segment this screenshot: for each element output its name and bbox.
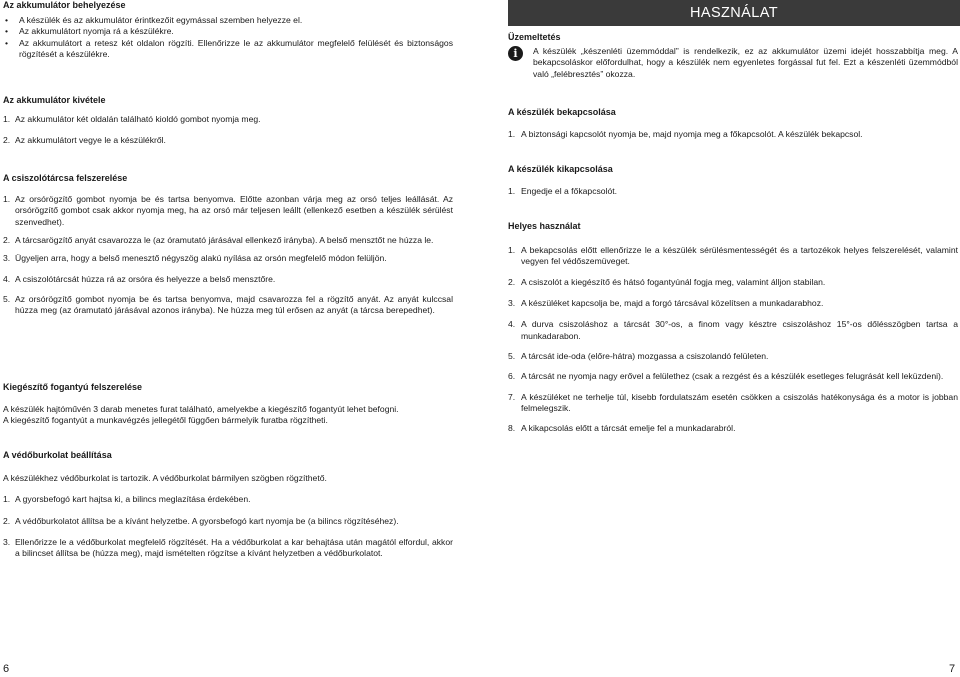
step-text: A bekapcsolás előtt ellenőrizze le a készülék sérülésmentességét és a tartozékok helyes felszerelését, valamint vegyen fel védőszemüveget. xyxy=(521,244,958,267)
info-icon: i xyxy=(508,46,523,61)
step-number: 8. xyxy=(508,423,516,434)
section-heading: A készülék bekapcsolása xyxy=(508,107,616,117)
section-switch-on xyxy=(508,107,958,140)
list-item xyxy=(508,245,958,268)
list-item xyxy=(508,319,958,342)
list-item xyxy=(508,392,958,415)
bullet-list xyxy=(3,15,453,60)
list-item xyxy=(3,114,453,125)
step-number: 2. xyxy=(3,515,11,526)
step-number: 1. xyxy=(3,193,11,204)
info-paragraph: A készülék „készenléti üzemmóddal” is rendelkezik, ez az akkumulátor üzemi idejét hosszabbítja meg. A bekapcsoláskor előfordulhat, hogy a készülék nem egyenletes forgással fut fel. Ezt a készenléti üzemmódból való „felébresztés” okozza. xyxy=(533,46,958,79)
step-text: A csiszolótárcsát húzza rá az orsóra és helyezze a belső mensztőre. xyxy=(15,273,276,284)
section-heading: A készülék kikapcsolása xyxy=(508,164,613,174)
list-item xyxy=(3,135,453,146)
list-item xyxy=(3,516,453,527)
section-battery-insert xyxy=(3,0,453,60)
step-text: A biztonsági kapcsolót nyomja be, majd nyomja meg a főkapcsolót. A készülék bekapcsol. xyxy=(521,128,863,139)
list-item xyxy=(3,253,453,264)
step-text: A kikapcsolás előtt a tárcsát emelje fel a munkadarabról. xyxy=(521,423,736,434)
list-item xyxy=(3,537,453,560)
step-number: 3. xyxy=(508,297,516,308)
step-text: A tárcsát ne nyomja nagy erővel a felülethez (csak a rezgést és a készülék esetleges felugrását kell leküzdeni). xyxy=(521,371,944,382)
step-text: A védőburkolatot állítsa be a kívánt helyzetbe. A gyorsbefogó kart nyomja be (a bilincs rögzítéséhez). xyxy=(15,515,399,526)
step-text: A tárcsarögzítő anyát csavarozza le (az óramutató járásával ellenkező irányba). A belső mensztőt ne húzza le. xyxy=(15,234,434,245)
step-text: A készüléket ne terhelje túl, kisebb fordulatszám esetén csökken a csiszolás hatékonysága és a motor is jobban felmelegszik. xyxy=(521,391,958,413)
step-number: 2. xyxy=(508,276,516,287)
step-text: A csiszolót a kiegészítő és hátsó fogantyúnál fogja meg, valamint álljon stabilan. xyxy=(521,276,826,287)
section-heading: A védőburkolat beállítása xyxy=(3,450,112,460)
step-number: 5. xyxy=(3,293,11,304)
step-number: 1. xyxy=(3,494,11,505)
list-item: • Az akkumulátort a retesz két oldalon rögzíti. Ellenőrizze le az akkumulátor megfelelő felülését és biztonságos rögzítését a készülékre. xyxy=(3,38,453,61)
section-switch-off xyxy=(508,164,958,197)
list-item: • Az akkumulátort nyomja rá a készülékre. xyxy=(3,26,453,37)
section-aux-handle xyxy=(3,382,453,427)
step-number: 2. xyxy=(3,135,11,146)
step-number: 3. xyxy=(3,253,11,264)
section-heading: A csiszolótárcsa felszerelése xyxy=(3,173,128,183)
step-text: Az orsórögzítő gombot nyomja be és tartsa benyomva, majd csavarozza fel a rögzítő anyát. Az anyát kulccsal húzza meg (az óramutató járásával azonos irányba). Ne húzza meg túl erősen az anyát (a tárcsa berepedhet). xyxy=(15,293,453,316)
step-text: A durva csiszoláshoz a tárcsát 30°-os, a finom vagy késztre csiszoláshoz 15°-os dőlésszögben tartsa a munkadarabon. xyxy=(521,319,958,341)
step-number: 4. xyxy=(508,319,516,330)
paragraph: A készülékhez védőburkolat is tartozik. A védőburkolat bármilyen szögben rögzíthető. xyxy=(3,472,327,483)
list-item: • A készülék és az akkumulátor érintkezőit egymással szemben helyezze el. xyxy=(3,15,453,26)
step-text: Engedje el a főkapcsolót. xyxy=(521,185,618,196)
page-number-right: 7 xyxy=(949,663,956,675)
section-battery-remove xyxy=(3,95,453,147)
section-heading: Üzemeltetés xyxy=(508,32,561,42)
step-text: A gyorsbefogó kart hajtsa ki, a bilincs meglazítása érdekében. xyxy=(15,494,251,505)
section-heading: Helyes használat xyxy=(508,221,581,231)
list-item xyxy=(508,186,958,197)
step-number: 6. xyxy=(508,371,516,382)
section-disc-mount xyxy=(3,173,453,317)
step-number: 1. xyxy=(508,185,516,196)
step-text: A készüléket kapcsolja be, majd a forgó tárcsával közelítsen a munkadarabhoz. xyxy=(521,297,824,308)
section-heading: Kiegészítő fogantyú felszerelése xyxy=(3,382,143,392)
step-number: 1. xyxy=(508,244,516,255)
step-number: 2. xyxy=(3,234,11,245)
list-item xyxy=(508,298,958,309)
step-number: 7. xyxy=(508,391,516,402)
list-item xyxy=(3,294,453,317)
step-text: Ügyeljen arra, hogy a belső menesztő négyszög alakú nyílása az orsón megfelelő módon felüljön. xyxy=(15,253,387,264)
list-item xyxy=(508,371,958,382)
list-item xyxy=(508,129,958,140)
section-heading: Az akkumulátor behelyezése xyxy=(3,0,126,10)
page-number-left: 6 xyxy=(3,663,10,675)
list-item xyxy=(3,274,453,285)
section-guard xyxy=(3,450,453,560)
paragraph: A készülék hajtóművén 3 darab menetes furat található, amelyekbe a kiegészítő fogantyút lehet befogni. xyxy=(3,403,399,414)
step-text: Az akkumulátort vegye le a készülékről. xyxy=(15,135,166,146)
list-item xyxy=(3,494,453,505)
list-item xyxy=(508,351,958,362)
list-item xyxy=(508,423,958,434)
step-text: Az akkumulátor két oldalán található kioldó gombot nyomja meg. xyxy=(15,113,261,124)
step-number: 3. xyxy=(3,536,11,547)
step-number: 1. xyxy=(508,128,516,139)
section-proper-use xyxy=(508,221,958,435)
step-text: A tárcsát ide-oda (előre-hátra) mozgassa a csiszolandó felületen. xyxy=(521,350,769,361)
step-number: 1. xyxy=(3,113,11,124)
list-item xyxy=(3,194,453,228)
section-heading: Az akkumulátor kivétele xyxy=(3,95,106,105)
step-text: Ellenőrizze le a védőburkolat megfelelő rögzítését. Ha a védőburkolat a kar behajtása után magától elfordul, akkor a bilincset állítsa be (húzza meg), majd ismételten rögzítse a kívánt helyzetben a védőburkolatot. xyxy=(15,536,453,559)
section-banner: HASZNÁLAT xyxy=(508,0,960,26)
step-number: 4. xyxy=(3,273,11,284)
step-text: Az orsórögzítő gombot nyomja be és tartsa benyomva. Előtte azonban várja meg az orsó teljes leállását. Az orsórögzítő gombot csak akkor nyomja meg, ha az orsó már teljesen leállt (ellenkező esetben a készülék sérülést szenvedhet). xyxy=(15,193,453,227)
paragraph: A kiegészítő fogantyút a munkavégzés jellegétől függően bármelyik furatba rögzítheti. xyxy=(3,415,328,426)
step-number: 5. xyxy=(508,350,516,361)
list-item xyxy=(508,277,958,288)
list-item xyxy=(3,235,453,246)
